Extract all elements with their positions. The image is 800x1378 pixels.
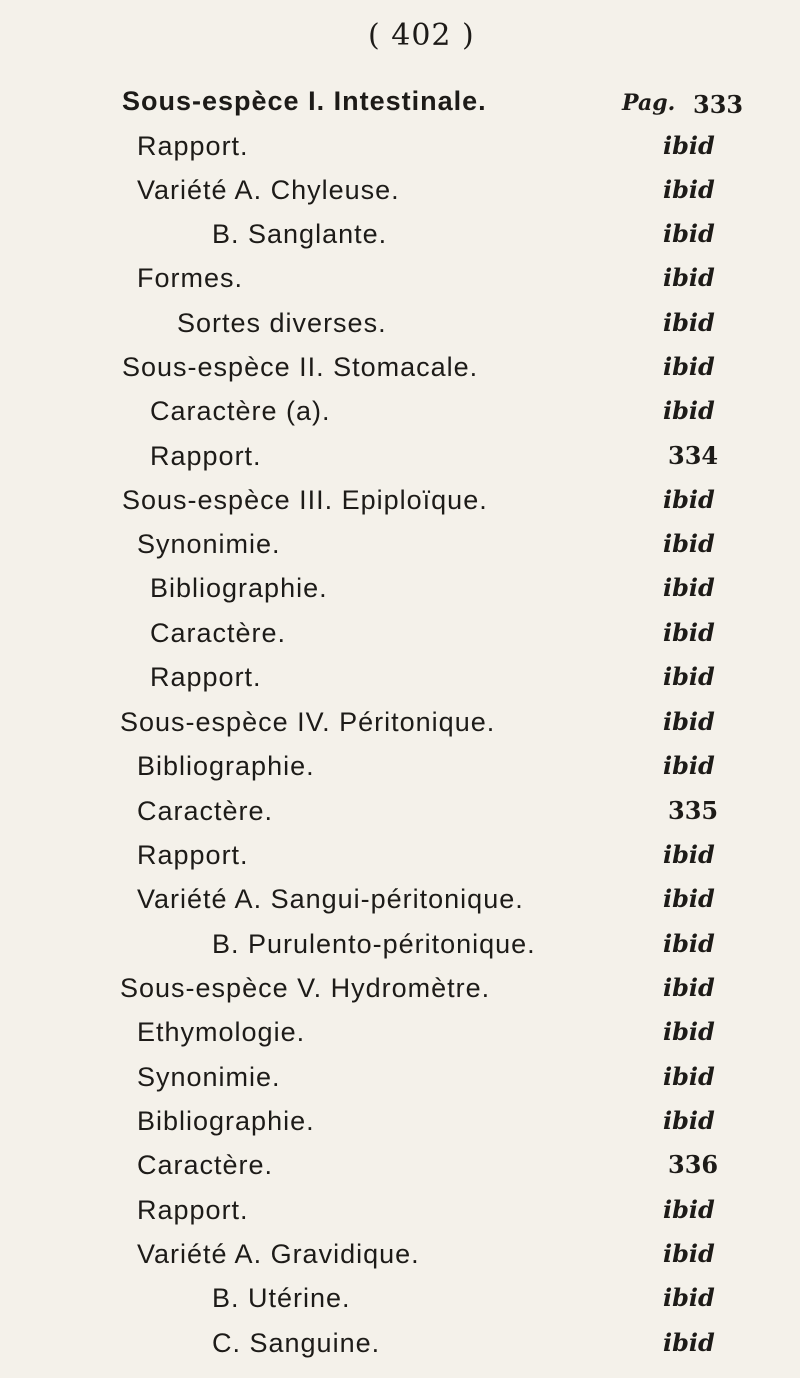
entry-page: ibid (663, 1106, 715, 1135)
toc-entry (0, 352, 800, 396)
entry-page: ibid (663, 1062, 715, 1091)
entry-label: Caractère. (137, 1150, 274, 1180)
entry-page: ibid (663, 840, 715, 869)
entry-label: Rapport. (137, 1195, 249, 1225)
entry-page: ibid (663, 618, 715, 647)
entry-page: ibid (663, 485, 715, 514)
entry-label: Rapport. (150, 662, 262, 692)
entry-label: Sous-espèce I. Intestinale. (122, 86, 487, 116)
entry-label: Variété A. Gravidique. (137, 1239, 420, 1269)
toc-entry (0, 1239, 800, 1283)
toc-entry (0, 529, 800, 573)
toc-entry (0, 929, 800, 973)
entry-page: ibid (663, 1283, 715, 1312)
entry-page: ibid (663, 352, 715, 381)
entry-label: B. Sanglante. (212, 219, 388, 249)
entry-label: Bibliographie. (137, 1106, 315, 1136)
entry-label: Caractère. (137, 796, 274, 826)
entry-label: B. Utérine. (212, 1283, 351, 1313)
toc-entry (0, 219, 800, 263)
entry-page: ibid (663, 973, 715, 1002)
toc-entry (0, 131, 800, 175)
toc-entry (0, 1328, 800, 1372)
entry-label: Formes. (137, 263, 244, 293)
entry-page: ibid (663, 573, 715, 602)
entry-page: 335 (668, 796, 719, 825)
entry-page: ibid (663, 219, 715, 248)
entry-label: Sous-espèce IV. Péritonique. (120, 707, 496, 737)
entry-page: ibid (663, 131, 715, 160)
entry-label: Bibliographie. (150, 573, 328, 603)
entry-page: 333 (693, 90, 744, 119)
entry-label: Sortes diverses. (177, 308, 387, 338)
entry-label: Synonimie. (137, 1062, 281, 1092)
toc-entry (0, 175, 800, 219)
toc-entry (0, 662, 800, 706)
toc-entry (0, 1283, 800, 1327)
entry-page: ibid (663, 175, 715, 204)
entry-label: Variété A. Sangui-péritonique. (137, 884, 524, 914)
entry-page: ibid (663, 662, 715, 691)
toc-entry (0, 884, 800, 928)
entry-label: Sous-espèce V. Hydromètre. (120, 973, 491, 1003)
pag-label: Pag. (622, 90, 676, 116)
toc-entry (0, 1106, 800, 1150)
toc-entry (0, 796, 800, 840)
entry-label: Synonimie. (137, 529, 281, 559)
entry-page: ibid (663, 1195, 715, 1224)
entry-page: ibid (663, 1017, 715, 1046)
toc-entry (0, 751, 800, 795)
toc-entry (0, 840, 800, 884)
toc-entry (0, 308, 800, 352)
toc-entry (0, 485, 800, 529)
toc-entry (0, 1062, 800, 1106)
toc-entry (0, 1017, 800, 1061)
entry-page: ibid (663, 1239, 715, 1268)
toc-entry (0, 441, 800, 485)
entry-label: Rapport. (137, 131, 249, 161)
entry-label: C. Sanguine. (212, 1328, 381, 1358)
entry-label: Variété A. Chyleuse. (137, 175, 400, 205)
entry-label: Caractère. (150, 618, 287, 648)
entry-page: ibid (663, 707, 715, 736)
toc-entry (0, 86, 800, 130)
entry-page: ibid (663, 929, 715, 958)
entry-page: ibid (663, 529, 715, 558)
entry-page: ibid (663, 396, 715, 425)
entry-page: ibid (663, 308, 715, 337)
toc-entry (0, 618, 800, 662)
entry-label: Sous-espèce III. Epiploïque. (122, 485, 488, 515)
entry-page: 336 (668, 1150, 719, 1179)
toc-entry (0, 1195, 800, 1239)
toc-entry (0, 396, 800, 440)
entry-label: Bibliographie. (137, 751, 315, 781)
page-number: ( 402 ) (368, 18, 475, 53)
toc-entry (0, 263, 800, 307)
entry-label: Rapport. (150, 441, 262, 471)
toc-entry (0, 707, 800, 751)
entry-page: ibid (663, 884, 715, 913)
entry-label: Rapport. (137, 840, 249, 870)
entry-label: B. Purulento-péritonique. (212, 929, 536, 959)
toc-entry (0, 973, 800, 1017)
entry-label: Caractère (a). (150, 396, 331, 426)
entry-label: Sous-espèce II. Stomacale. (122, 352, 479, 382)
entry-label: Ethymologie. (137, 1017, 306, 1047)
toc-entry (0, 573, 800, 617)
entry-page: ibid (663, 1328, 715, 1357)
entry-page: 334 (668, 441, 719, 470)
entry-page: ibid (663, 263, 715, 292)
toc-entry (0, 1150, 800, 1194)
entry-page: ibid (663, 751, 715, 780)
